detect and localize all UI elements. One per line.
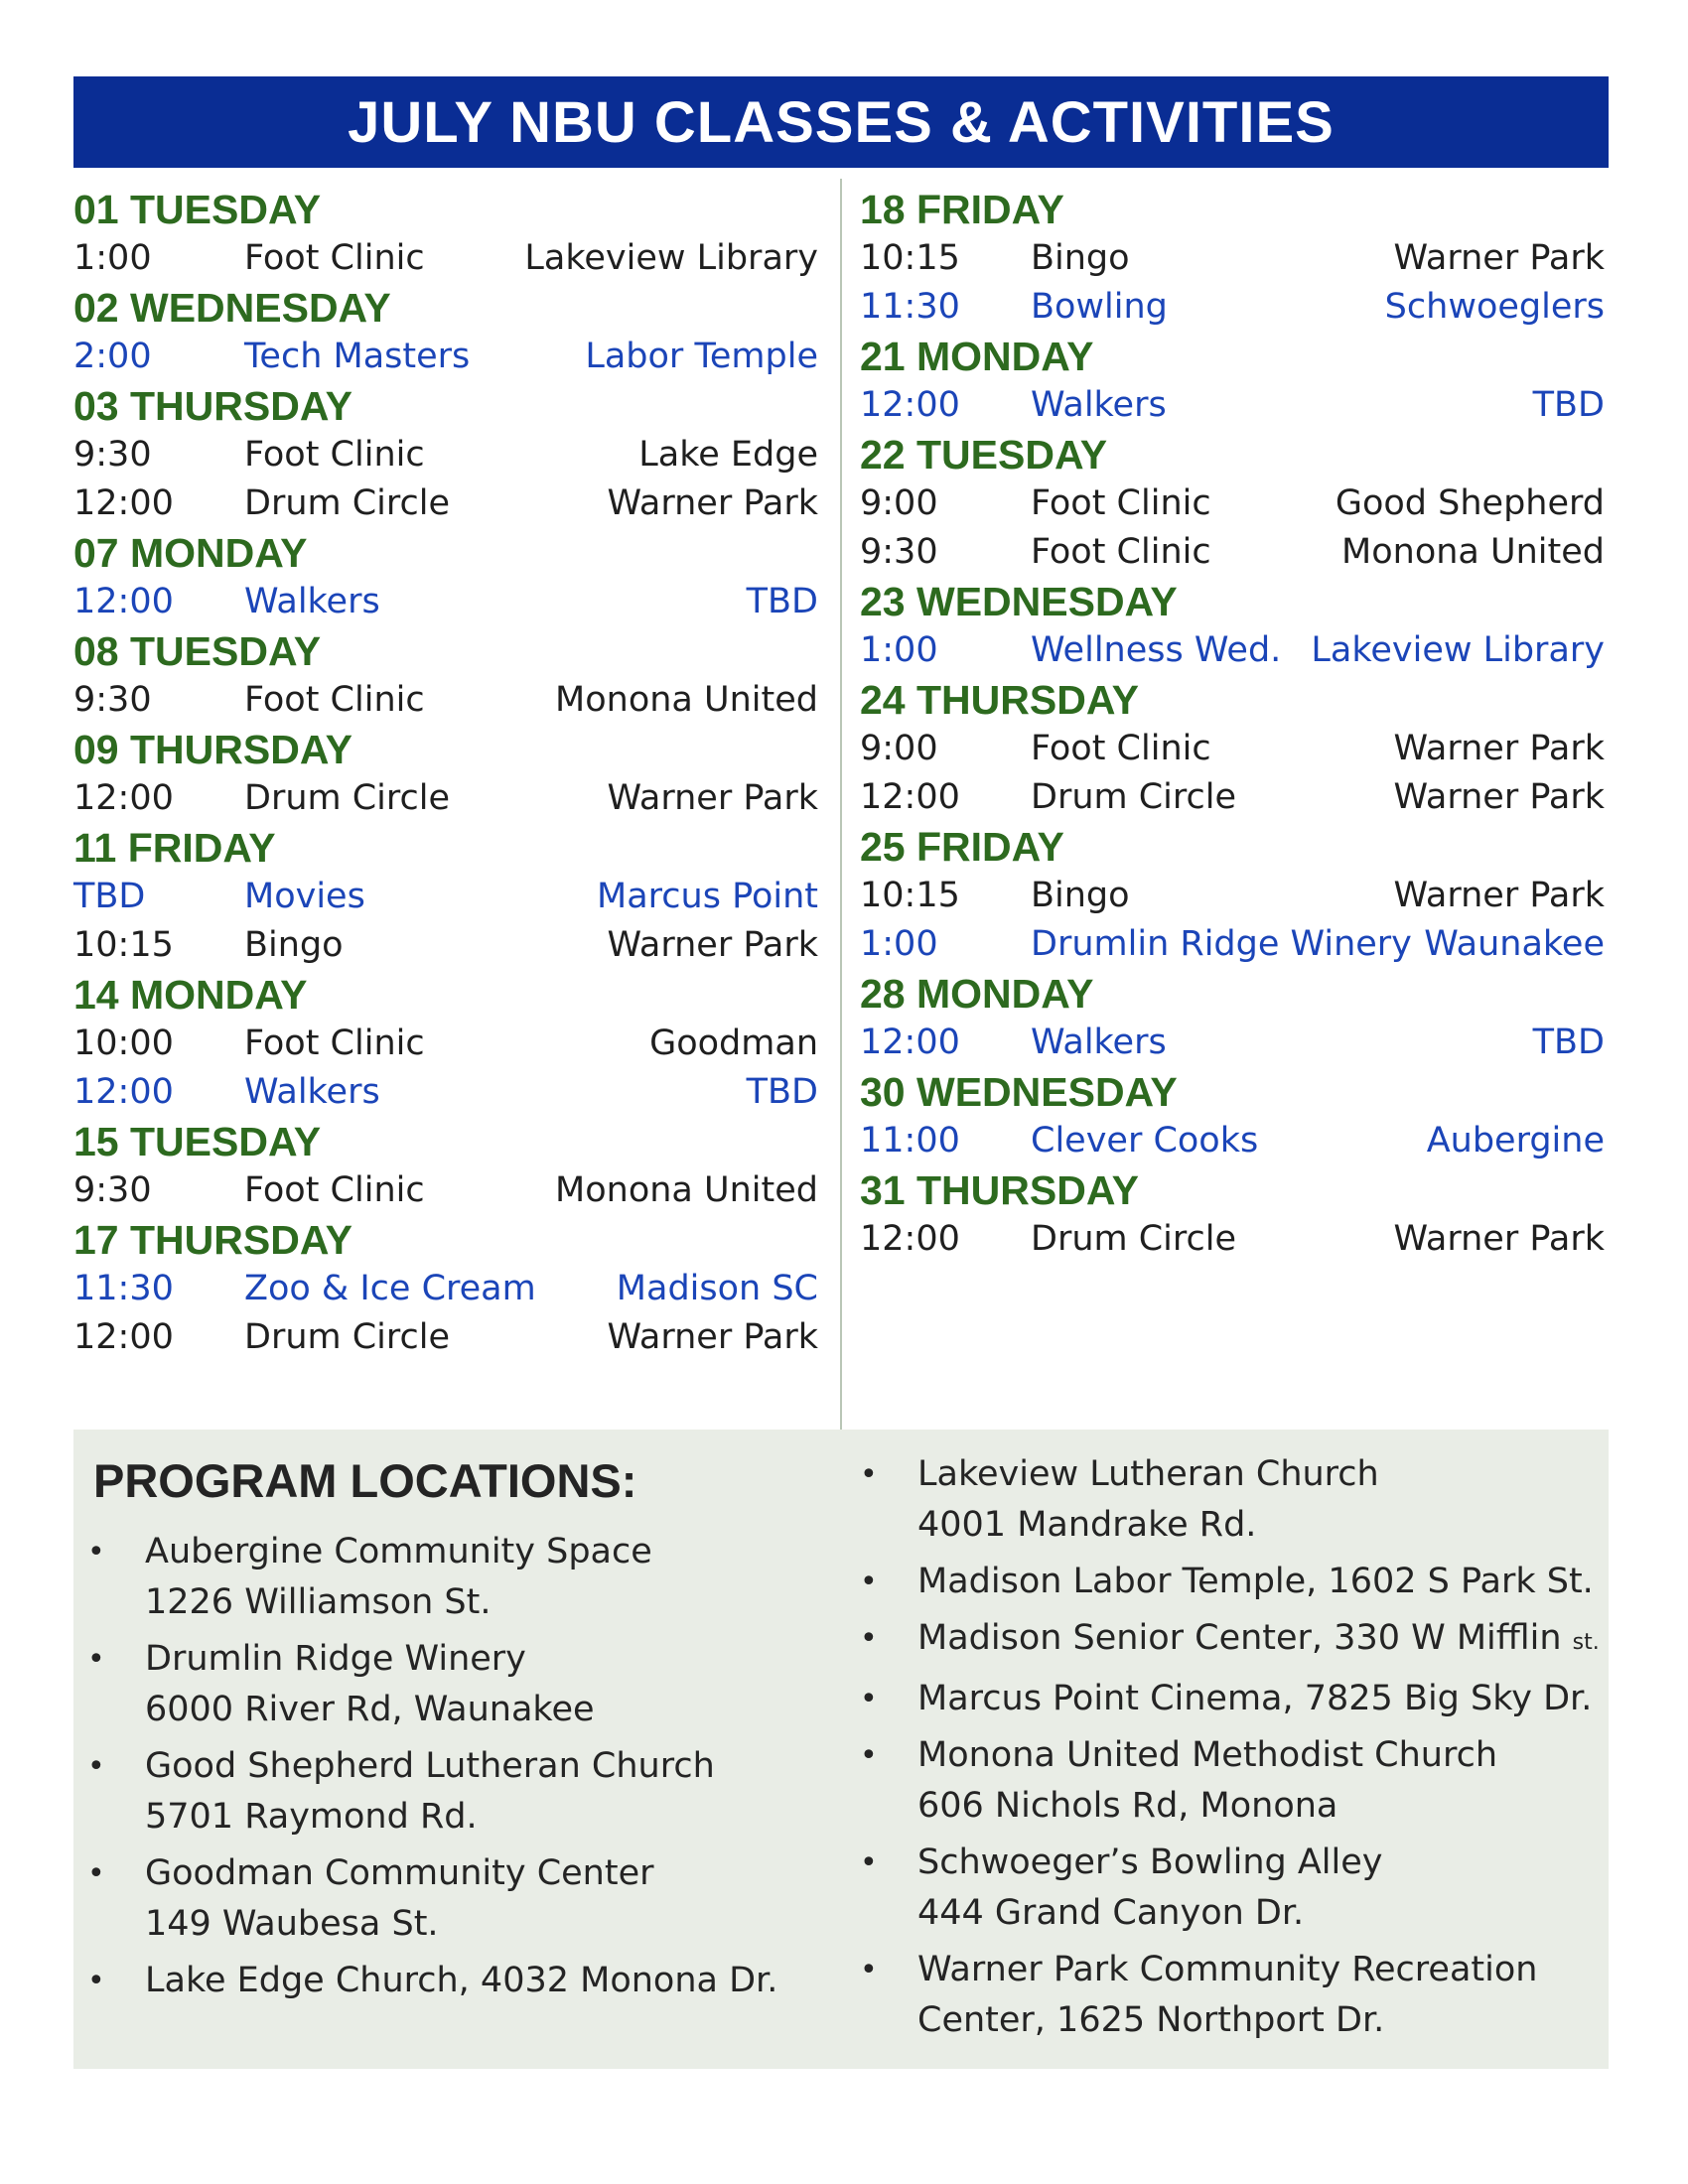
event-time: 12:00	[860, 1219, 960, 1259]
event-activity: Foot Clinic	[244, 680, 425, 720]
event-activity: Foot Clinic	[244, 1170, 425, 1210]
title-banner	[73, 76, 1609, 168]
day-heading: 14 MONDAY	[73, 972, 308, 1018]
location-name	[917, 1674, 1600, 1724]
location-name	[145, 1527, 777, 1577]
event-time: 10:15	[73, 925, 174, 965]
event-place: Goodman	[649, 1024, 818, 1063]
location-name-text: Drumlin Ridge Winery	[145, 1639, 526, 1679]
event-row	[860, 528, 1605, 577]
event-row	[73, 1313, 818, 1362]
event-activity: Bingo	[1031, 876, 1130, 915]
location-item	[846, 1945, 1600, 2046]
day-heading: 22 TUESDAY	[860, 432, 1108, 478]
location-item	[73, 1848, 777, 1950]
day-heading: 02 WEDNESDAY	[73, 285, 391, 331]
day-heading: 18 FRIDAY	[860, 187, 1064, 232]
locations-title: PROGRAM LOCATIONS:	[93, 1454, 637, 1507]
event-place: Warner Park	[607, 925, 818, 965]
event-row	[73, 1068, 818, 1117]
event-row	[860, 920, 1605, 969]
location-item	[846, 1613, 1600, 1668]
location-address: 444 Grand Canyon Dr.	[917, 1893, 1305, 1933]
event-row	[860, 626, 1605, 675]
event-row	[860, 773, 1605, 822]
location-item	[846, 1674, 1600, 1724]
event-row	[860, 381, 1605, 430]
location-name-text: Goodman Community Center	[145, 1853, 654, 1893]
day-heading: 01 TUESDAY	[73, 187, 322, 232]
event-row	[860, 479, 1605, 528]
location-item	[73, 1527, 777, 1628]
event-place: Lakeview Library	[1311, 630, 1605, 670]
event-place: Warner Park	[1393, 876, 1605, 915]
event-place: Monona United	[555, 1170, 818, 1210]
event-row	[73, 774, 818, 823]
locations-list-right	[846, 1449, 1600, 2052]
event-activity: Zoo & Ice Cream	[244, 1269, 536, 1308]
event-activity: Foot Clinic	[1031, 483, 1211, 523]
day-heading: 23 WEDNESDAY	[860, 579, 1178, 624]
event-activity: Foot Clinic	[1031, 729, 1211, 768]
event-row	[860, 1215, 1605, 1264]
event-activity: Drum Circle	[244, 778, 451, 818]
event-time: 12:00	[860, 777, 960, 817]
event-activity: Drumlin Ridge Winery	[1031, 924, 1412, 964]
location-address: 606 Nichols Rd, Monona	[917, 1786, 1338, 1826]
event-time: 9:30	[73, 680, 152, 720]
event-place: Labor Temple	[585, 337, 818, 376]
event-activity: Bowling	[1031, 287, 1168, 327]
event-place: Madison SC	[616, 1269, 818, 1308]
event-activity: Foot Clinic	[244, 435, 425, 475]
event-row	[73, 431, 818, 479]
location-name	[145, 1848, 777, 1899]
schedule-left-column	[73, 185, 818, 1362]
location-name-text: Madison Labor Temple, 1602 S Park St.	[917, 1562, 1594, 1601]
event-time: 2:00	[73, 337, 152, 376]
event-time: 11:30	[860, 287, 960, 327]
event-row	[73, 1265, 818, 1313]
event-row	[73, 676, 818, 725]
day-heading: 24 THURSDAY	[860, 677, 1140, 723]
location-name-text: Lake Edge Church, 4032 Monona Dr.	[145, 1961, 778, 2000]
location-name	[917, 1557, 1600, 1607]
event-activity: Foot Clinic	[244, 238, 425, 278]
event-activity: Walkers	[1031, 385, 1167, 425]
day-heading: 09 THURSDAY	[73, 727, 353, 772]
event-activity: Foot Clinic	[1031, 532, 1211, 572]
event-time: 1:00	[73, 238, 152, 278]
event-activity: Drum Circle	[244, 1317, 451, 1357]
event-place: Monona United	[555, 680, 818, 720]
location-name-text: Madison Senior Center, 330 W Mifflin	[917, 1618, 1562, 1658]
event-row	[860, 283, 1605, 332]
location-item	[846, 1449, 1600, 1551]
event-place: TBD	[1532, 1023, 1605, 1062]
event-activity: Movies	[244, 877, 365, 916]
event-place: Waunakee	[1424, 924, 1605, 964]
event-place: Aubergine	[1426, 1121, 1605, 1160]
location-address: 1226 Williamson St.	[145, 1582, 492, 1622]
event-row	[860, 1019, 1605, 1067]
event-time: 12:00	[73, 778, 174, 818]
location-name-text: Warner Park Community Recreation	[917, 1950, 1538, 1989]
location-name	[145, 1956, 777, 2006]
event-time: 11:00	[860, 1121, 960, 1160]
location-address: 6000 River Rd, Waunakee	[145, 1690, 595, 1729]
event-activity: Tech Masters	[244, 337, 471, 376]
event-row	[73, 578, 818, 626]
event-activity: Walkers	[244, 1072, 380, 1112]
event-row	[73, 479, 818, 528]
schedule-right-column	[860, 185, 1605, 1264]
event-place: Good Shepherd	[1335, 483, 1605, 523]
event-time: 1:00	[860, 924, 938, 964]
event-time: 9:30	[73, 1170, 152, 1210]
event-time: 9:30	[860, 532, 938, 572]
event-row	[73, 333, 818, 381]
event-time: 11:30	[73, 1269, 174, 1308]
event-time: 12:00	[73, 483, 174, 523]
location-abbrev: st.	[1572, 1630, 1600, 1655]
event-activity: Foot Clinic	[244, 1024, 425, 1063]
event-time: 9:00	[860, 729, 938, 768]
day-heading: 31 THURSDAY	[860, 1167, 1140, 1213]
event-place: Schwoeglers	[1384, 287, 1605, 327]
location-name-text: Schwoeger’s Bowling Alley	[917, 1843, 1383, 1882]
event-place: Warner Park	[1393, 238, 1605, 278]
day-heading: 15 TUESDAY	[73, 1119, 322, 1164]
event-activity: Bingo	[1031, 238, 1130, 278]
event-place: Warner Park	[607, 1317, 818, 1357]
event-activity: Clever Cooks	[1031, 1121, 1259, 1160]
event-time: 9:30	[73, 435, 152, 475]
location-item	[73, 1741, 777, 1843]
event-row	[860, 1117, 1605, 1165]
location-name-text: Marcus Point Cinema, 7825 Big Sky Dr.	[917, 1679, 1593, 1718]
day-heading: 28 MONDAY	[860, 971, 1094, 1017]
event-time: 1:00	[860, 630, 938, 670]
event-row	[73, 873, 818, 921]
event-place: TBD	[746, 582, 818, 621]
program-locations-panel	[73, 1430, 1609, 2069]
event-row	[860, 725, 1605, 773]
location-address: 4001 Mandrake Rd.	[917, 1505, 1257, 1545]
location-address: Center, 1625 Northport Dr.	[917, 2000, 1385, 2040]
event-place: Warner Park	[607, 778, 818, 818]
event-place: TBD	[746, 1072, 818, 1112]
day-heading: 08 TUESDAY	[73, 628, 322, 674]
event-time: 12:00	[73, 1317, 174, 1357]
location-name	[917, 1730, 1600, 1781]
location-item	[846, 1730, 1600, 1832]
event-time: 12:00	[860, 1023, 960, 1062]
event-time: 10:15	[860, 876, 960, 915]
event-place: Monona United	[1341, 532, 1605, 572]
location-item	[846, 1557, 1600, 1607]
location-name-text: Good Shepherd Lutheran Church	[145, 1746, 715, 1786]
event-time: 12:00	[73, 582, 174, 621]
location-name	[917, 1945, 1600, 1995]
event-time: 12:00	[860, 385, 960, 425]
event-place: Warner Park	[607, 483, 818, 523]
location-item	[73, 1956, 777, 2006]
location-name	[917, 1449, 1600, 1500]
event-place: TBD	[1532, 385, 1605, 425]
location-name	[145, 1634, 777, 1685]
event-activity: Drum Circle	[1031, 777, 1237, 817]
location-name	[917, 1613, 1600, 1668]
day-heading: 21 MONDAY	[860, 334, 1094, 379]
day-heading: 11 FRIDAY	[73, 825, 276, 871]
location-name	[917, 1838, 1600, 1888]
location-name-text: Monona United Methodist Church	[917, 1735, 1498, 1775]
location-address: 149 Waubesa St.	[145, 1904, 439, 1944]
day-heading: 25 FRIDAY	[860, 824, 1064, 870]
location-name-text: Lakeview Lutheran Church	[917, 1454, 1379, 1494]
event-place: Lakeview Library	[524, 238, 818, 278]
page-title: JULY NBU CLASSES & ACTIVITIES	[348, 89, 1335, 155]
event-row	[73, 921, 818, 970]
event-time: 12:00	[73, 1072, 174, 1112]
day-heading: 30 WEDNESDAY	[860, 1069, 1178, 1115]
event-time: TBD	[73, 877, 146, 916]
day-heading: 17 THURSDAY	[73, 1217, 353, 1263]
location-item	[73, 1634, 777, 1735]
event-activity: Walkers	[1031, 1023, 1167, 1062]
event-activity: Drum Circle	[244, 483, 451, 523]
location-name-text: Aubergine Community Space	[145, 1532, 652, 1571]
event-place: Warner Park	[1393, 729, 1605, 768]
event-place: Marcus Point	[597, 877, 818, 916]
event-place: Warner Park	[1393, 777, 1605, 817]
event-row	[860, 234, 1605, 283]
event-place: Warner Park	[1393, 1219, 1605, 1259]
event-time: 9:00	[860, 483, 938, 523]
event-activity: Drum Circle	[1031, 1219, 1237, 1259]
event-place: Lake Edge	[638, 435, 818, 475]
event-row	[73, 1166, 818, 1215]
event-row	[860, 872, 1605, 920]
event-row	[73, 1020, 818, 1068]
location-address: 5701 Raymond Rd.	[145, 1797, 478, 1837]
event-time: 10:00	[73, 1024, 174, 1063]
event-row	[73, 234, 818, 283]
location-name	[145, 1741, 777, 1792]
event-activity: Bingo	[244, 925, 344, 965]
location-item	[846, 1838, 1600, 1939]
day-heading: 03 THURSDAY	[73, 383, 353, 429]
locations-list-left	[73, 1527, 777, 2012]
event-time: 10:15	[860, 238, 960, 278]
event-activity: Walkers	[244, 582, 380, 621]
event-activity: Wellness Wed.	[1031, 630, 1282, 670]
day-heading: 07 MONDAY	[73, 530, 308, 576]
